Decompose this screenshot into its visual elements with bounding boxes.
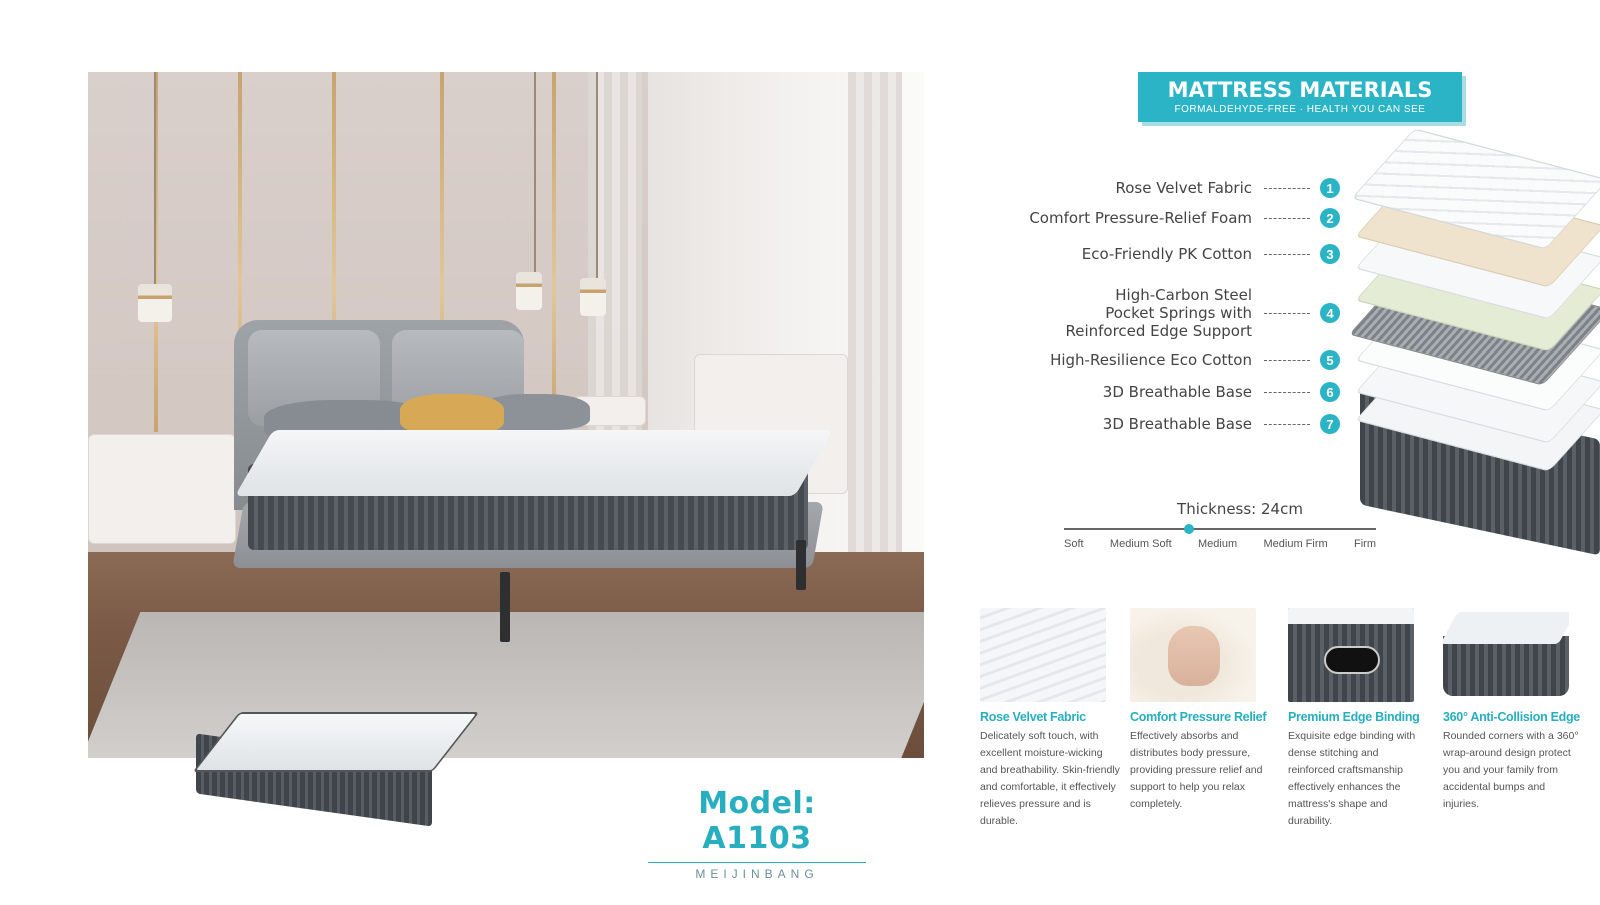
- layer-number-badge: 4: [1320, 303, 1340, 323]
- brand-name: MEIJINBANG: [695, 867, 819, 881]
- layer-row: [1000, 286, 1340, 340]
- feature-description: Delicately soft touch, with excellent moisture-wicking and breathability. Skin-friendly and comfortable, it effectively relieves pressure and is durable.: [980, 730, 1120, 827]
- corner-side: [1443, 636, 1569, 696]
- firmness-track: [1064, 528, 1376, 530]
- layer-row: [1000, 208, 1340, 228]
- leader-line: [1264, 392, 1310, 393]
- layer-row: [1000, 414, 1340, 434]
- feature-card: [1130, 608, 1270, 813]
- firmness-tick: Medium: [1198, 538, 1238, 550]
- layer-number-badge: 2: [1320, 208, 1340, 228]
- model-title: Model: A1103: [698, 786, 816, 856]
- feature-description: Rounded corners with a 360° wrap-around design protect you and your family from accidental bumps and injuries.: [1443, 730, 1579, 810]
- layer-number-badge: 7: [1320, 414, 1340, 434]
- mattress-top: [235, 430, 833, 496]
- feature-description: Effectively absorbs and distributes body pressure, providing pressure relief and support to help you relax completely.: [1130, 730, 1263, 810]
- layer-number-badge: 1: [1320, 178, 1340, 198]
- layer-label: 3D Breathable Base: [1102, 415, 1252, 433]
- left-nightstand: [88, 434, 236, 544]
- wall-trim: [552, 72, 556, 432]
- bed-leg: [500, 572, 510, 642]
- mattress-thumbnail-top: [193, 712, 480, 772]
- layer-label: Comfort Pressure-Relief Foam: [1029, 209, 1252, 227]
- firmness-scale: [1064, 500, 1376, 550]
- layer-number-badge: 6: [1320, 382, 1340, 402]
- layer-label: Eco-Friendly PK Cotton: [1081, 245, 1252, 263]
- feature-title: 360° Anti-Collision Edge: [1443, 710, 1580, 724]
- firmness-ticks: [1064, 538, 1376, 550]
- mattress-thumbnail: [196, 712, 466, 830]
- layer-number-badge: 3: [1320, 244, 1340, 264]
- brand-badge: [1324, 646, 1380, 674]
- leader-line: [1264, 360, 1310, 361]
- firmness-tick: Medium Firm: [1263, 538, 1328, 550]
- feature-description: Exquisite edge binding with dense stitching and reinforced craftsmanship effectively enhances the mattress's shape and durability.: [1288, 730, 1416, 827]
- pendant-cord: [154, 72, 156, 284]
- layer-number-badge: 5: [1320, 350, 1340, 370]
- leader-line: [1264, 254, 1310, 255]
- bed-leg: [796, 540, 806, 590]
- layer-row: [1000, 178, 1340, 198]
- model-divider: [648, 862, 866, 863]
- leader-line: [1264, 424, 1310, 425]
- pendant-lamp: [138, 284, 172, 322]
- hand-shape: [1168, 626, 1220, 686]
- leader-line: [1264, 313, 1310, 314]
- layer-row: [1000, 350, 1340, 370]
- heading-subtitle: FORMALDEHYDE-FREE · HEALTH YOU CAN SEE: [1174, 104, 1426, 115]
- feature-card: [1288, 608, 1428, 830]
- layer-label: High-Resilience Eco Cotton: [1050, 351, 1252, 369]
- edge-strip: [1288, 608, 1414, 624]
- pendant-cord: [534, 72, 536, 272]
- leader-line: [1264, 218, 1310, 219]
- foam-hand-image: [1130, 608, 1256, 702]
- layer-label: 3D Breathable Base: [1102, 383, 1252, 401]
- feature-card: [980, 608, 1120, 830]
- thickness-label: Thickness: 24cm: [1177, 500, 1303, 518]
- curtain: [848, 72, 902, 592]
- accent-pillow: [400, 394, 504, 434]
- layer-row: [1000, 382, 1340, 402]
- rounded-corner-image: [1443, 608, 1569, 702]
- heading-title: MATTRESS MATERIALS: [1167, 78, 1433, 102]
- layer-label: Rose Velvet Fabric: [1115, 179, 1252, 197]
- pendant-lamp: [580, 278, 606, 316]
- corner-top: [1443, 612, 1569, 644]
- feature-title: Comfort Pressure Relief: [1130, 710, 1267, 724]
- firmness-tick: Soft: [1064, 538, 1084, 550]
- feature-card: [1443, 608, 1583, 813]
- firmness-tick: Firm: [1354, 538, 1376, 550]
- feature-title: Rose Velvet Fabric: [980, 710, 1086, 724]
- layer-label: High-Carbon Steel Pocket Springs with Reinforced Edge Support: [1065, 286, 1252, 340]
- model-block: [644, 786, 870, 881]
- layer-row: [1000, 244, 1340, 264]
- materials-heading: [1138, 72, 1462, 122]
- edge-binding-image: [1288, 608, 1414, 702]
- pendant-cord: [596, 72, 598, 278]
- pendant-lamp: [516, 272, 542, 310]
- leader-line: [1264, 188, 1310, 189]
- exploded-mattress: [1360, 124, 1600, 544]
- firmness-indicator: [1184, 524, 1194, 534]
- feature-title: Premium Edge Binding: [1288, 710, 1420, 724]
- bedroom-photo: [88, 72, 924, 758]
- velvet-fabric-image: [980, 608, 1106, 702]
- firmness-tick: Medium Soft: [1109, 538, 1172, 550]
